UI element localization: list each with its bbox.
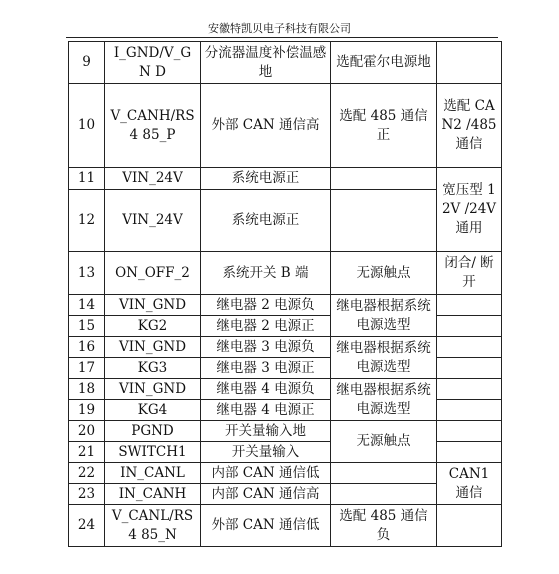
signal-name: I_GND/V_GN D: [105, 42, 201, 84]
signal-name: SWITCH1: [105, 442, 201, 463]
signal-name: IN_CANL: [105, 463, 201, 484]
pin-number: 19: [69, 400, 105, 421]
pin-description: 内部 CAN 通信低: [201, 463, 331, 484]
pin-description: 外部 CAN 通信低: [201, 505, 331, 547]
signal-name: V_CANH/RS4 85_P: [105, 84, 201, 168]
table-row: [69, 463, 502, 484]
pin-note: 继电器根据系统电源选型: [331, 379, 437, 421]
pin-remark: [437, 358, 502, 379]
pin-number: 24: [69, 505, 105, 547]
table-row: [69, 316, 502, 337]
table-row: [69, 42, 502, 84]
pin-remark: [437, 379, 502, 400]
pin-note: 继电器根据系统电源选型: [331, 337, 437, 379]
pin-number: 16: [69, 337, 105, 358]
pin-description: 系统电源正: [201, 190, 331, 252]
pin-description: 继电器 2 电源负: [201, 295, 331, 316]
pin-number: 12: [69, 190, 105, 252]
pin-remark: 宽压型 12V /24V 通用: [437, 168, 502, 252]
signal-name: V_CANL/RS4 85_N: [105, 505, 201, 547]
pin-description: 内部 CAN 通信高: [201, 484, 331, 505]
pin-number: 9: [69, 42, 105, 84]
pin-remark: [437, 42, 502, 84]
pin-description: 外部 CAN 通信高: [201, 84, 331, 168]
pin-number: 15: [69, 316, 105, 337]
table-row: [69, 421, 502, 442]
pin-remark: [437, 421, 502, 442]
pin-number: 23: [69, 484, 105, 505]
signal-name: VIN_24V: [105, 190, 201, 252]
signal-name: PGND: [105, 421, 201, 442]
table-row: [69, 337, 502, 358]
pin-description: 分流器温度补偿温感地: [201, 42, 331, 84]
pin-remark: [437, 295, 502, 316]
pin-definition-table: [68, 41, 502, 547]
pin-description: 继电器 3 电源正: [201, 358, 331, 379]
signal-name: VIN_24V: [105, 168, 201, 190]
pin-remark: [437, 505, 502, 547]
pin-remark: [437, 316, 502, 337]
pin-note: 选配 485 通信负: [331, 505, 437, 547]
pin-note: 继电器根据系统电源选型: [331, 295, 437, 337]
table-row: [69, 295, 502, 316]
pin-note: 无源触点: [331, 252, 437, 295]
signal-name: VIN_GND: [105, 295, 201, 316]
table-row: [69, 442, 502, 463]
pin-note: [331, 168, 437, 190]
pin-note: 选配霍尔电源地: [331, 42, 437, 84]
signal-name: VIN_GND: [105, 337, 201, 358]
pin-description: 开关量输入: [201, 442, 331, 463]
pin-number: 17: [69, 358, 105, 379]
company-header: 安徽特凯贝电子科技有限公司: [208, 22, 351, 35]
table-row: [69, 505, 502, 547]
pin-description: 继电器 2 电源正: [201, 316, 331, 337]
table-row: [69, 168, 502, 190]
pin-note: 无源触点: [331, 421, 437, 463]
pin-note: 选配 485 通信正: [331, 84, 437, 168]
pin-description: 继电器 4 电源负: [201, 379, 331, 400]
table-row: [69, 400, 502, 421]
pin-note: [331, 190, 437, 252]
pin-number: 10: [69, 84, 105, 168]
pin-description: 系统电源正: [201, 168, 331, 190]
pin-description: 开关量输入地: [201, 421, 331, 442]
pin-number: 11: [69, 168, 105, 190]
pin-description: 继电器 4 电源正: [201, 400, 331, 421]
header-rule: [66, 37, 498, 38]
pin-number: 13: [69, 252, 105, 295]
pin-remark: [437, 400, 502, 421]
pin-description: 系统开关 B 端: [201, 252, 331, 295]
pin-number: 14: [69, 295, 105, 316]
signal-name: KG3: [105, 358, 201, 379]
pin-remark: 选配 CAN2 /485 通信: [437, 84, 502, 168]
signal-name: ON_OFF_2: [105, 252, 201, 295]
pin-note: [331, 463, 437, 484]
pin-description: 继电器 3 电源负: [201, 337, 331, 358]
pin-note: [331, 484, 437, 505]
table-row: [69, 358, 502, 379]
pin-number: 18: [69, 379, 105, 400]
pin-number: 20: [69, 421, 105, 442]
pin-remark: CAN1 通信: [437, 463, 502, 505]
pin-remark: 闭合/ 断开: [437, 252, 502, 295]
table-row: [69, 252, 502, 295]
pin-number: 22: [69, 463, 105, 484]
signal-name: IN_CANH: [105, 484, 201, 505]
pin-remark: [437, 442, 502, 463]
signal-name: VIN_GND: [105, 379, 201, 400]
pin-remark: [437, 337, 502, 358]
table-row: [69, 84, 502, 168]
signal-name: KG4: [105, 400, 201, 421]
table-row: [69, 379, 502, 400]
signal-name: KG2: [105, 316, 201, 337]
pin-number: 21: [69, 442, 105, 463]
